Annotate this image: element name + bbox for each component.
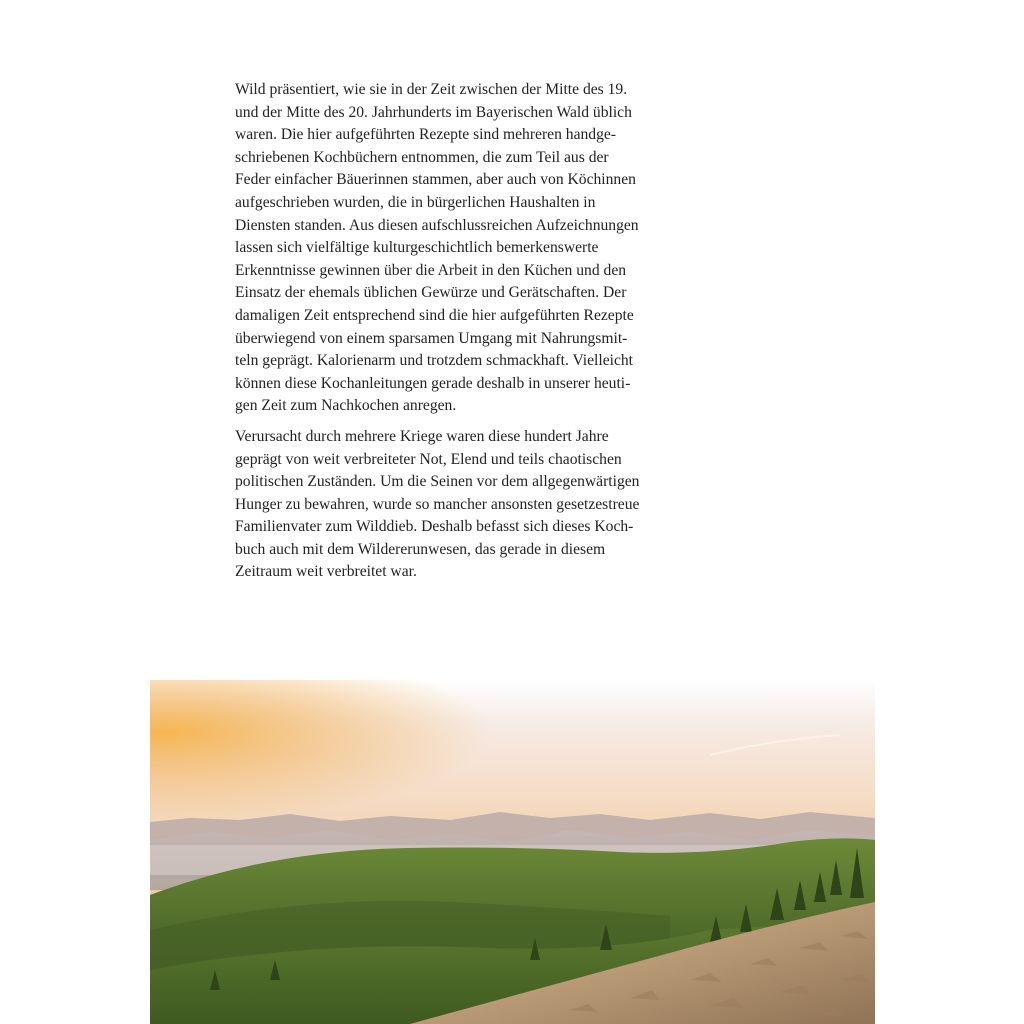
body-text — [235, 79, 675, 584]
text-line: gen Zeit zum Nachkochen anregen. — [235, 397, 457, 415]
text-line: aufgeschrieben wurden, die in bürgerlichen Haushalten in — [235, 193, 596, 211]
text-line: lassen sich vielfältige kulturgeschichtlich bemerkenswerte — [235, 239, 599, 257]
text-line: Zeitraum weit verbreitet war. — [235, 563, 417, 581]
text-line: überwiegend von einem sparsamen Umgang mit Nahrungsmit- — [235, 329, 628, 347]
text-line: Hunger zu bewahren, wurde so mancher ansonsten gesetzestreue — [235, 495, 640, 513]
text-line: Familienvater zum Wilddieb. Deshalb befasst sich dieses Koch- — [235, 518, 634, 536]
paragraph-2 — [235, 426, 675, 584]
text-line: Einsatz der ehemals üblichen Gewürze und Gerätschaften. Der — [235, 284, 627, 302]
text-line: und der Mitte des 20. Jahrhunderts im Bayerischen Wald üblich — [235, 103, 632, 121]
text-line: Feder einfacher Bäuerinnen stammen, aber auch von Köchinnen — [235, 171, 636, 189]
text-line: politischen Zuständen. Um die Seinen vor dem allgegenwärtigen — [235, 473, 640, 491]
text-line: teln geprägt. Kalorienarm und trotzdem schmackhaft. Vielleicht — [235, 352, 634, 370]
text-line: können diese Kochanleitungen gerade deshalb in unserer heuti- — [235, 374, 631, 392]
text-line: Diensten standen. Aus diesen aufschlussreichen Aufzeichnungen — [235, 216, 639, 234]
text-line: Wild präsentiert, wie sie in der Zeit zwischen der Mitte des 19. — [235, 81, 628, 98]
landscape-photo — [150, 680, 875, 1024]
text-line: Erkenntnisse gewinnen über die Arbeit in den Küchen und den — [235, 261, 627, 279]
text-line: schriebenen Kochbüchern entnommen, die zum Teil aus der — [235, 148, 609, 166]
landscape-illustration — [150, 680, 875, 1024]
text-line: damaligen Zeit entsprechend sind die hier aufgeführten Rezepte — [235, 306, 634, 324]
text-line: waren. Die hier aufgeführten Rezepte sind mehreren handge- — [235, 126, 617, 144]
paragraph-1 — [235, 79, 675, 418]
text-line: Verursacht durch mehrere Kriege waren diese hundert Jahre — [235, 427, 609, 445]
text-line: buch auch mit dem Wildererunwesen, das gerade in diesem — [235, 540, 606, 558]
text-line: geprägt von weit verbreiteter Not, Elend und teils chaotischen — [235, 450, 622, 468]
